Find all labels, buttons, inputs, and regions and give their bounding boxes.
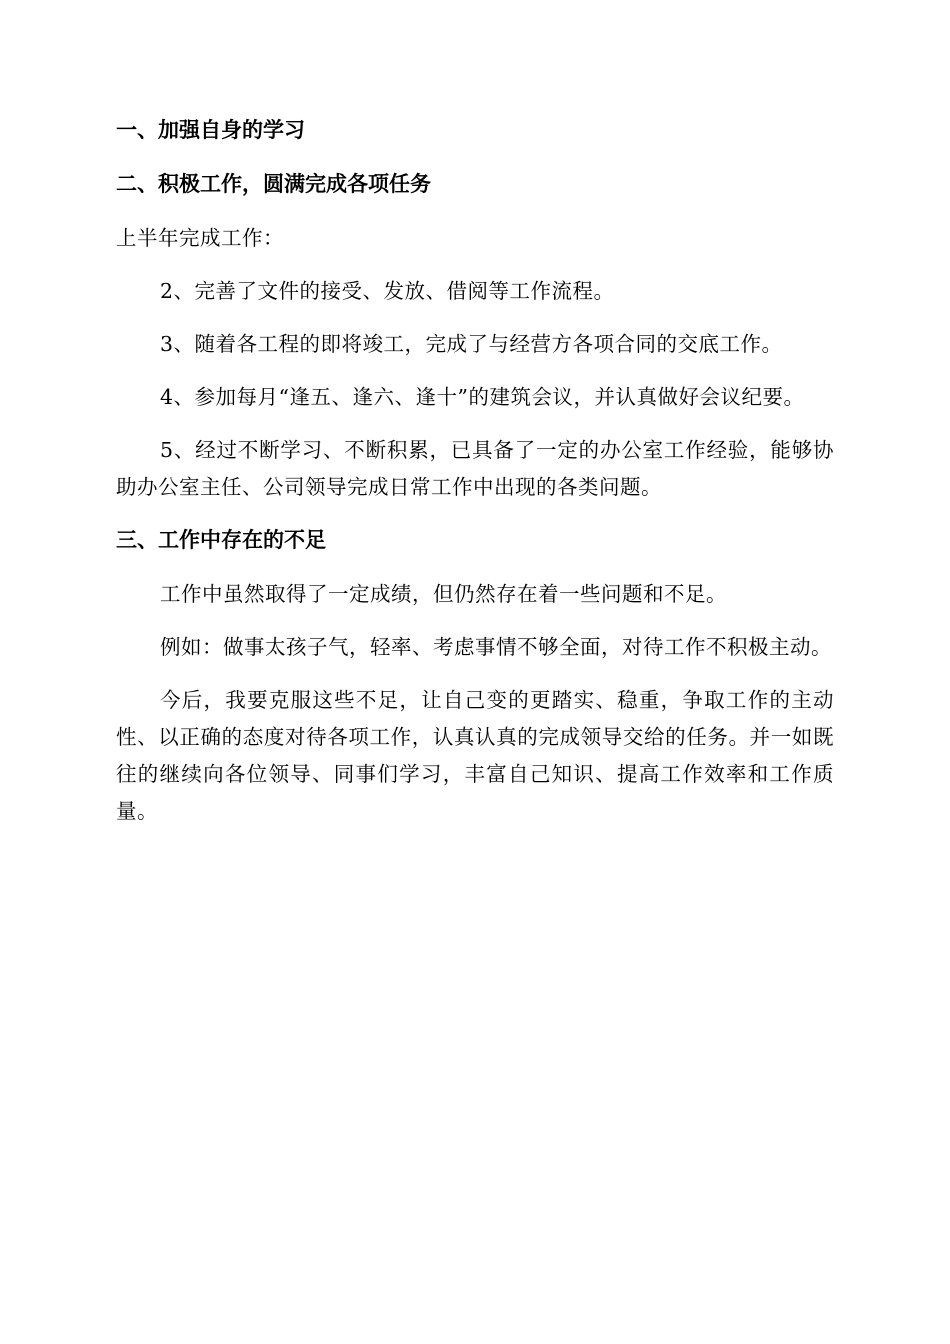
paragraph-item-3: 3、随着各工程的即将竣工，完成了与经营方各项合同的交底工作。 — [160, 332, 783, 356]
section-heading-study: 一、加强自身的学习 — [116, 118, 305, 142]
paragraph-shortcomings-example: 例如：做事太孩子气，轻率、考虑事情不够全面，对待工作不积极主动。 — [160, 635, 832, 659]
paragraph-future-plan: 今后，我要克服这些不足，让自己变的更踏实、稳重，争取工作的主动性、以正确的态度对待各项工作，认真认真的完成领导交给的任务。并一如既往的继续向各位领导、同事们学习，丰富自己知识、提高工作效率和工作质量。 — [116, 688, 834, 823]
section-heading-work: 二、积极工作，圆满完成各项任务 — [116, 172, 431, 196]
paragraph-work-intro: 上半年完成工作： — [116, 226, 284, 250]
paragraph-item-5: 5、经过不断学习、不断积累，已具备了一定的办公室工作经验，能够协助办公室主任、公司领导完成日常工作中出现的各类问题。 — [116, 438, 834, 499]
section-heading-shortcomings: 三、工作中存在的不足 — [116, 528, 326, 552]
paragraph-item-2: 2、完善了文件的接受、发放、借阅等工作流程。 — [160, 279, 615, 303]
paragraph-shortcomings-intro: 工作中虽然取得了一定成绩，但仍然存在着一些问题和不足。 — [160, 582, 727, 606]
document-body — [116, 112, 834, 846]
paragraph-item-4: 4、参加每月“逢五、逢六、逢十”的建筑会议，并认真做好会议纪要。 — [160, 385, 805, 409]
